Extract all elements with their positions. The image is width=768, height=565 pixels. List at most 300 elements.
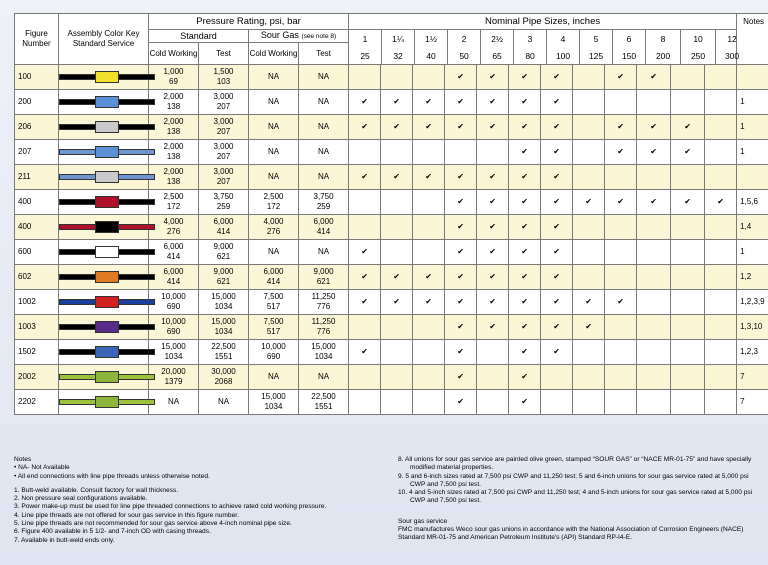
size-availability — [349, 240, 381, 265]
size-availability — [477, 115, 509, 140]
std-test-line: 1,500 — [213, 67, 234, 76]
size-availability — [381, 265, 413, 290]
size-availability — [477, 165, 509, 190]
check-icon: ✔ — [361, 272, 368, 281]
std-cold-working-line: 138 — [166, 127, 181, 136]
check-icon: ✔ — [553, 247, 560, 256]
sour-test — [299, 265, 349, 290]
size-availability — [381, 240, 413, 265]
color-key — [59, 240, 149, 265]
size-inch-4: 2½ — [481, 30, 514, 47]
check-icon: ✔ — [361, 122, 368, 131]
std-test-line: 259 — [216, 202, 231, 211]
std-test-line: 207 — [216, 102, 231, 111]
size-availability — [705, 240, 737, 265]
check-icon: ✔ — [489, 122, 496, 131]
size-availability — [381, 315, 413, 340]
size-availability — [349, 215, 381, 240]
size-availability — [671, 390, 705, 415]
check-icon: ✔ — [489, 172, 496, 181]
table-row — [15, 340, 768, 365]
std-test — [199, 115, 249, 140]
std-cold-working-line: 6,000 — [163, 242, 184, 251]
size-availability — [413, 215, 445, 240]
check-icon: ✔ — [425, 297, 432, 306]
check-icon: ✔ — [425, 122, 432, 131]
size-availability — [413, 265, 445, 290]
size-mm-4: 65 — [481, 47, 514, 64]
check-icon: ✔ — [553, 122, 560, 131]
check-icon: ✔ — [521, 72, 528, 81]
sour-test-line: NA — [317, 72, 330, 81]
table-row — [15, 365, 768, 390]
size-mm-7: 125 — [580, 47, 613, 64]
std-cold-working-line: 20,000 — [161, 367, 186, 376]
size-availability — [349, 290, 381, 315]
check-icon: ✔ — [393, 172, 400, 181]
size-mm-9: 200 — [646, 47, 681, 64]
union-nut — [95, 271, 119, 283]
size-availability — [637, 215, 671, 240]
size-availability — [637, 290, 671, 315]
std-cold-working-line: 4,000 — [163, 217, 184, 226]
color-key-swatch — [59, 221, 155, 233]
std-cold-working — [149, 90, 199, 115]
check-icon: ✔ — [457, 322, 464, 331]
size-availability — [705, 290, 737, 315]
std-test-line: 207 — [216, 177, 231, 186]
size-availability — [637, 190, 671, 215]
std-test-line: 15,000 — [211, 292, 236, 301]
size-availability — [381, 215, 413, 240]
size-availability — [445, 315, 477, 340]
size-inch-0: 1 — [349, 30, 382, 47]
size-availability — [605, 240, 637, 265]
size-availability — [573, 65, 605, 90]
color-key-swatch — [59, 396, 155, 408]
check-icon: ✔ — [585, 297, 592, 306]
check-icon: ✔ — [521, 322, 528, 331]
figure-number: 1002 — [15, 290, 59, 315]
size-inch-8: 6 — [613, 30, 646, 47]
size-availability — [509, 190, 541, 215]
sour-test-line: 9,000 — [313, 267, 334, 276]
row-notes: 1,4 — [737, 215, 768, 240]
size-availability — [509, 340, 541, 365]
std-cold-working-line: 138 — [166, 152, 181, 161]
size-availability — [413, 390, 445, 415]
sour-test-line: NA — [317, 172, 330, 181]
check-icon: ✔ — [457, 297, 464, 306]
size-header-cell — [349, 30, 740, 65]
size-availability — [381, 190, 413, 215]
size-availability — [349, 165, 381, 190]
table-row — [15, 115, 768, 140]
check-icon: ✔ — [617, 197, 624, 206]
size-availability — [349, 340, 381, 365]
table-row — [15, 190, 768, 215]
sour-test-line: 22,500 — [311, 392, 336, 401]
std-cold-working-line: 69 — [169, 77, 178, 86]
row-notes: 1,3,10 — [737, 315, 768, 340]
figure-number: 602 — [15, 265, 59, 290]
color-key-swatch — [59, 146, 155, 158]
size-mm-1: 32 — [382, 47, 415, 64]
std-cold-working — [149, 65, 199, 90]
size-availability — [573, 240, 605, 265]
check-icon: ✔ — [650, 72, 657, 81]
notes-title: Notes — [14, 456, 32, 463]
union-nut — [95, 196, 119, 208]
table-row — [15, 140, 768, 165]
size-availability — [477, 290, 509, 315]
sour-test-line: 776 — [316, 327, 331, 336]
check-icon: ✔ — [553, 347, 560, 356]
sour-test-line: 414 — [316, 227, 331, 236]
size-availability — [573, 190, 605, 215]
union-nut — [95, 171, 119, 183]
std-test-line: 6,000 — [213, 217, 234, 226]
check-icon: ✔ — [684, 147, 691, 156]
size-availability — [477, 315, 509, 340]
sour-cold-working-line: NA — [267, 97, 280, 106]
size-availability — [541, 115, 573, 140]
color-key — [59, 140, 149, 165]
check-icon: ✔ — [553, 97, 560, 106]
size-availability — [381, 140, 413, 165]
size-availability — [637, 390, 671, 415]
size-availability — [541, 190, 573, 215]
size-availability — [413, 340, 445, 365]
size-availability — [445, 290, 477, 315]
row-notes — [737, 65, 768, 90]
size-availability — [509, 90, 541, 115]
size-availability — [509, 240, 541, 265]
size-availability — [477, 215, 509, 240]
size-availability — [605, 315, 637, 340]
union-nut — [95, 321, 119, 333]
size-availability — [605, 190, 637, 215]
std-test-line: 1034 — [214, 327, 233, 336]
check-icon: ✔ — [684, 197, 691, 206]
check-icon: ✔ — [585, 322, 592, 331]
sour-test-line: 6,000 — [313, 217, 334, 226]
size-availability — [413, 140, 445, 165]
size-inch-7: 5 — [580, 30, 613, 47]
header-sour-test: Test — [299, 43, 349, 65]
size-availability — [705, 315, 737, 340]
note-item: 5. Line pipe threads are not recommended for sour gas service above 4-inch nominal pipe size. — [14, 520, 292, 528]
std-test-line: 207 — [216, 152, 231, 161]
std-cold-working-line: 1,000 — [163, 67, 184, 76]
check-icon: ✔ — [521, 197, 528, 206]
color-key-swatch — [59, 171, 155, 183]
note-item: 3. Power make-up must be used for line pipe threaded connections to achieve rated cold working pressure. — [14, 503, 327, 511]
sour-cold-working-line: NA — [267, 147, 280, 156]
sour-test-line: 15,000 — [311, 342, 336, 351]
std-cold-working — [149, 240, 199, 265]
sour-cold-working — [249, 215, 299, 240]
check-icon: ✔ — [457, 247, 464, 256]
size-availability — [637, 265, 671, 290]
check-icon: ✔ — [617, 147, 624, 156]
sour-test — [299, 290, 349, 315]
row-notes: 1 — [737, 140, 768, 165]
sour-test — [299, 115, 349, 140]
size-availability — [477, 265, 509, 290]
size-availability — [413, 315, 445, 340]
size-availability — [705, 115, 737, 140]
size-mm-3: 50 — [448, 47, 481, 64]
sour-cold-working-line: NA — [267, 372, 280, 381]
color-key — [59, 90, 149, 115]
size-availability — [413, 240, 445, 265]
std-cold-working — [149, 340, 199, 365]
std-test-line: 22,500 — [211, 342, 236, 351]
size-availability — [541, 365, 573, 390]
size-availability — [573, 140, 605, 165]
sour-cold-working-line: 10,000 — [261, 342, 286, 351]
size-availability — [381, 290, 413, 315]
table-row — [15, 290, 768, 315]
row-notes: 7 — [737, 365, 768, 390]
size-availability — [541, 90, 573, 115]
size-availability — [477, 65, 509, 90]
size-availability — [349, 265, 381, 290]
size-mm-11: 300 — [716, 47, 749, 64]
size-availability — [671, 290, 705, 315]
size-inch-11: 12 — [716, 30, 749, 47]
std-cold-working-line: 138 — [166, 177, 181, 186]
color-key — [59, 265, 149, 290]
check-icon: ✔ — [489, 297, 496, 306]
note-item: 2. Non pressure seal configurations available. — [14, 495, 148, 503]
size-availability — [413, 190, 445, 215]
size-availability — [509, 165, 541, 190]
size-availability — [573, 390, 605, 415]
size-availability — [445, 215, 477, 240]
size-availability — [605, 290, 637, 315]
size-availability — [445, 90, 477, 115]
std-test-line: 2068 — [214, 377, 233, 386]
figure-number: 1502 — [15, 340, 59, 365]
size-mm-0: 25 — [349, 47, 382, 64]
check-icon: ✔ — [553, 172, 560, 181]
table-row — [15, 215, 768, 240]
figure-number: 206 — [15, 115, 59, 140]
check-icon: ✔ — [457, 172, 464, 181]
size-availability — [349, 115, 381, 140]
std-test — [199, 165, 249, 190]
table-row — [15, 265, 768, 290]
std-cold-working-line: 138 — [166, 102, 181, 111]
size-availability — [671, 140, 705, 165]
sour-gas-service-text: FMC manufactures Weco sour gas unions in accordance with the National Association of Corrosion Engineers (NACE) Standard MR-01-75 and American Petroleum Institute's (API) Standard RP-I4-E. — [398, 526, 744, 542]
sour-cold-working-line: 172 — [266, 202, 281, 211]
color-key — [59, 340, 149, 365]
sour-cold-working-line: 517 — [266, 327, 281, 336]
std-test — [199, 90, 249, 115]
size-availability — [509, 115, 541, 140]
check-icon: ✔ — [650, 197, 657, 206]
std-cold-working — [149, 365, 199, 390]
color-key — [59, 290, 149, 315]
size-availability — [705, 190, 737, 215]
size-availability — [413, 115, 445, 140]
size-inch-1: 1¼ — [382, 30, 415, 47]
check-icon: ✔ — [457, 197, 464, 206]
sour-test — [299, 315, 349, 340]
color-key-swatch — [59, 321, 155, 333]
row-notes — [737, 165, 768, 190]
std-test-line: 1034 — [214, 302, 233, 311]
sour-cold-working — [249, 290, 299, 315]
std-cold-working-line: 2,000 — [163, 117, 184, 126]
sour-cold-working-line: 2,500 — [263, 192, 284, 201]
check-icon: ✔ — [521, 272, 528, 281]
color-key-swatch — [59, 271, 155, 283]
size-availability — [605, 65, 637, 90]
sour-test — [299, 240, 349, 265]
size-availability — [349, 190, 381, 215]
check-icon: ✔ — [489, 197, 496, 206]
note-item: 9. 5 and 6-inch sizes rated at 7,500 psi CWP and 11,250 test; 5 and 6-inch unions for sour gas service rated at 5,000 psi CWP and 7,500 psi test. — [398, 472, 749, 488]
std-test — [199, 215, 249, 240]
color-key — [59, 390, 149, 415]
union-nut — [95, 246, 119, 258]
sour-test-line: 11,250 — [311, 317, 336, 326]
size-availability — [509, 215, 541, 240]
size-availability — [541, 340, 573, 365]
std-cold-working-line: 276 — [166, 227, 181, 236]
std-cold-working — [149, 390, 199, 415]
size-availability — [705, 90, 737, 115]
sour-cold-working-line: 414 — [266, 277, 281, 286]
std-test-line: 621 — [216, 277, 231, 286]
size-availability — [705, 365, 737, 390]
size-availability — [541, 215, 573, 240]
size-availability — [671, 315, 705, 340]
figure-number: 200 — [15, 90, 59, 115]
figure-number: 207 — [15, 140, 59, 165]
std-test-line: 3,000 — [213, 92, 234, 101]
std-test-line: 414 — [216, 227, 231, 236]
std-test — [199, 190, 249, 215]
size-availability — [381, 340, 413, 365]
sour-cold-working — [249, 190, 299, 215]
size-availability — [445, 140, 477, 165]
union-nut — [95, 121, 119, 133]
size-inch-3: 2 — [448, 30, 481, 47]
check-icon: ✔ — [361, 297, 368, 306]
sour-test — [299, 90, 349, 115]
size-availability — [573, 365, 605, 390]
check-icon: ✔ — [361, 172, 368, 181]
size-availability — [541, 390, 573, 415]
check-icon: ✔ — [617, 122, 624, 131]
size-availability — [605, 340, 637, 365]
color-key-swatch — [59, 96, 155, 108]
std-test — [199, 65, 249, 90]
sour-cold-working — [249, 240, 299, 265]
size-availability — [573, 215, 605, 240]
header-sour-cold-working: Cold Working — [249, 43, 299, 65]
size-availability — [605, 140, 637, 165]
std-cold-working-line: 10,000 — [161, 292, 186, 301]
std-cold-working-line: 6,000 — [163, 267, 184, 276]
std-test-line: NA — [217, 397, 230, 406]
size-availability — [445, 265, 477, 290]
std-cold-working-line: 15,000 — [161, 342, 186, 351]
std-test — [199, 240, 249, 265]
sour-test — [299, 390, 349, 415]
size-availability — [637, 240, 671, 265]
std-cold-working — [149, 290, 199, 315]
size-availability — [509, 390, 541, 415]
note-item: 6. Figure 400 available in 5 1/2- and 7-inch OD with casing threads. — [14, 528, 211, 536]
check-icon: ✔ — [553, 222, 560, 231]
size-inch-9: 8 — [646, 30, 681, 47]
size-availability — [477, 190, 509, 215]
sour-test — [299, 365, 349, 390]
size-availability — [349, 365, 381, 390]
std-test-line: 9,000 — [213, 242, 234, 251]
header-standard: Standard — [149, 30, 249, 43]
size-availability — [671, 265, 705, 290]
size-availability — [637, 90, 671, 115]
size-availability — [477, 90, 509, 115]
size-availability — [705, 265, 737, 290]
sour-cold-working — [249, 390, 299, 415]
table-row — [15, 65, 768, 90]
check-icon: ✔ — [457, 372, 464, 381]
size-availability — [445, 365, 477, 390]
size-availability — [445, 165, 477, 190]
check-icon: ✔ — [361, 247, 368, 256]
std-test-line: 3,000 — [213, 117, 234, 126]
color-key-swatch — [59, 346, 155, 358]
size-availability — [381, 165, 413, 190]
std-test — [199, 265, 249, 290]
table-row — [15, 390, 768, 415]
std-test — [199, 365, 249, 390]
size-availability — [477, 240, 509, 265]
size-availability — [381, 90, 413, 115]
size-availability — [637, 315, 671, 340]
size-availability — [445, 65, 477, 90]
figure-number: 400 — [15, 215, 59, 240]
size-availability — [509, 365, 541, 390]
table-row — [15, 90, 768, 115]
header-figure-number: Figure Number — [15, 14, 59, 65]
row-notes: 1,5,6 — [737, 190, 768, 215]
sour-test-line: 259 — [316, 202, 331, 211]
union-nut — [95, 71, 119, 83]
table-row — [15, 240, 768, 265]
size-availability — [605, 165, 637, 190]
size-availability — [349, 140, 381, 165]
check-icon: ✔ — [361, 97, 368, 106]
size-availability — [671, 65, 705, 90]
sour-test — [299, 140, 349, 165]
size-availability — [509, 290, 541, 315]
size-availability — [605, 115, 637, 140]
color-key-swatch — [59, 196, 155, 208]
size-availability — [413, 65, 445, 90]
notes-left — [14, 456, 394, 545]
sour-test — [299, 65, 349, 90]
sour-cold-working-line: 7,500 — [263, 317, 284, 326]
